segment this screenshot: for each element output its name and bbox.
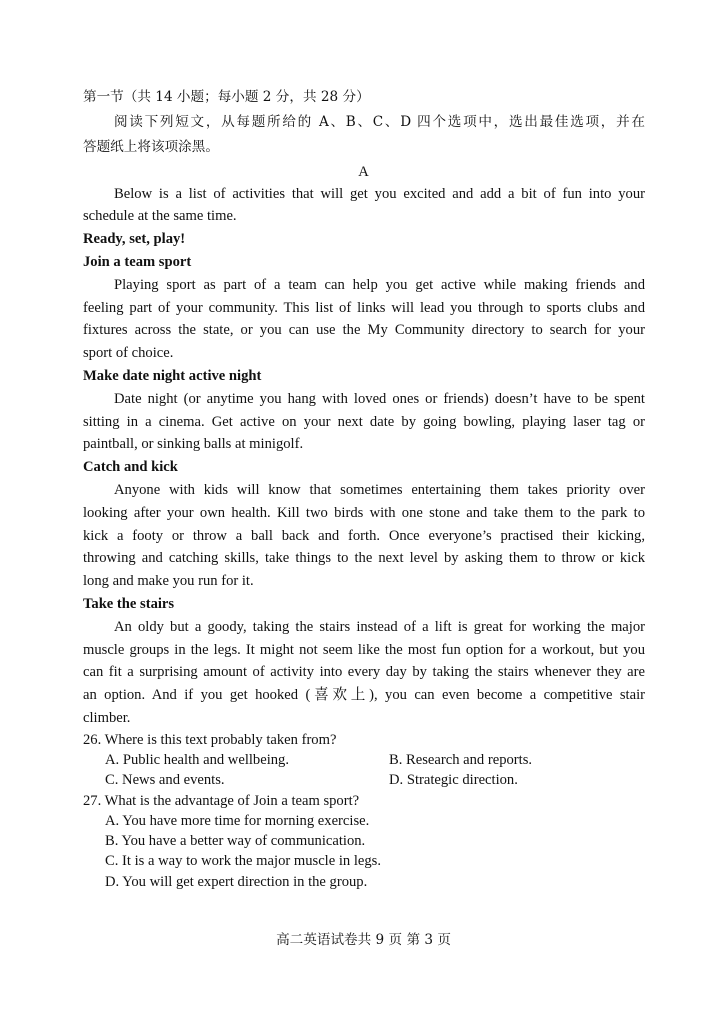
paragraph-line: Date night (or anytime you hang with loved ones or friends) doesn’t have to be spent [114, 391, 645, 407]
paragraph-line: An oldy but a goody, taking the stairs instead of a lift is great for working the major [114, 619, 645, 635]
paragraph-line: throwing and catching skills, take things to the next level by asking them to throw or kick [83, 550, 645, 566]
paragraph-line: Anyone with kids will know that sometimes entertaining them takes priority over [114, 482, 645, 498]
answer-option: A. Public health and wellbeing. [105, 752, 290, 768]
section-header: 第一节（共 14 小题；每小题 2 分，共 28 分） [83, 89, 370, 105]
section-heading: Take the stairs [83, 596, 175, 612]
paragraph-line: Playing sport as part of a team can help you get active while making friends and [114, 277, 645, 293]
section-heading: Make date night active night [83, 368, 262, 384]
paragraph-line: looking after your own health. Kill two birds with one stone and take them to the park to [83, 505, 645, 521]
answer-option: C. News and events. [105, 772, 225, 788]
paragraph-line: fixtures across the state, or you can use the My Community directory to search for your [83, 322, 645, 338]
intro-line: Below is a list of activities that will get you excited and add a bit of fun into your [114, 186, 645, 202]
answer-option: D. Strategic direction. [389, 772, 518, 788]
section-heading: Join a team sport [83, 254, 192, 270]
instruction-line: 答题纸上将该项涂黑。 [83, 139, 219, 155]
paragraph-line: an option. And if you get hooked (喜欢上), you can even become a competitive stair [83, 687, 645, 703]
passage-letter: A [358, 164, 369, 180]
paragraph-line: muscle groups in the legs. It might not seem like the most fun option for a workout, but you [83, 642, 645, 658]
section-heading: Catch and kick [83, 459, 178, 475]
answer-option: B. Research and reports. [389, 752, 533, 768]
paragraph-line: paintball, or sinking balls at minigolf. [83, 436, 304, 452]
answer-option: A. You have more time for morning exercise. [105, 813, 370, 829]
question-stem: 27. What is the advantage of Join a team sport? [83, 793, 360, 809]
answer-option: D. You will get expert direction in the group. [105, 874, 368, 890]
answer-option: B. You have a better way of communication. [105, 833, 366, 849]
intro-line: schedule at the same time. [83, 208, 237, 224]
paragraph-line: climber. [83, 710, 131, 726]
question-stem: 26. Where is this text probably taken from? [83, 732, 337, 748]
answer-option: C. It is a way to work the major muscle in legs. [105, 853, 382, 869]
paragraph-line: sport of choice. [83, 345, 174, 361]
instruction-line: 阅读下列短文，从每题所给的 A、B、C、D 四个选项中，选出最佳选项，并在 [114, 114, 645, 130]
paragraph-line: kick a footy or throw a ball back and forth. Once everyone’s practised their kicking, [83, 528, 645, 544]
paragraph-line: long and make you run for it. [83, 573, 254, 589]
passage-title: Ready, set, play! [83, 231, 186, 247]
page-footer: 高二英语试卷共 9 页 第 3 页 [276, 932, 451, 948]
paragraph-line: can fit a surprising amount of activity into every day by taking the stairs whenever they are [83, 664, 645, 680]
paragraph-line: sitting in a cinema. Get active on your next date by going bowling, playing laser tag or [83, 414, 645, 430]
paragraph-line: feeling part of your community. This list of links will lead you through to sports clubs and [83, 300, 645, 316]
